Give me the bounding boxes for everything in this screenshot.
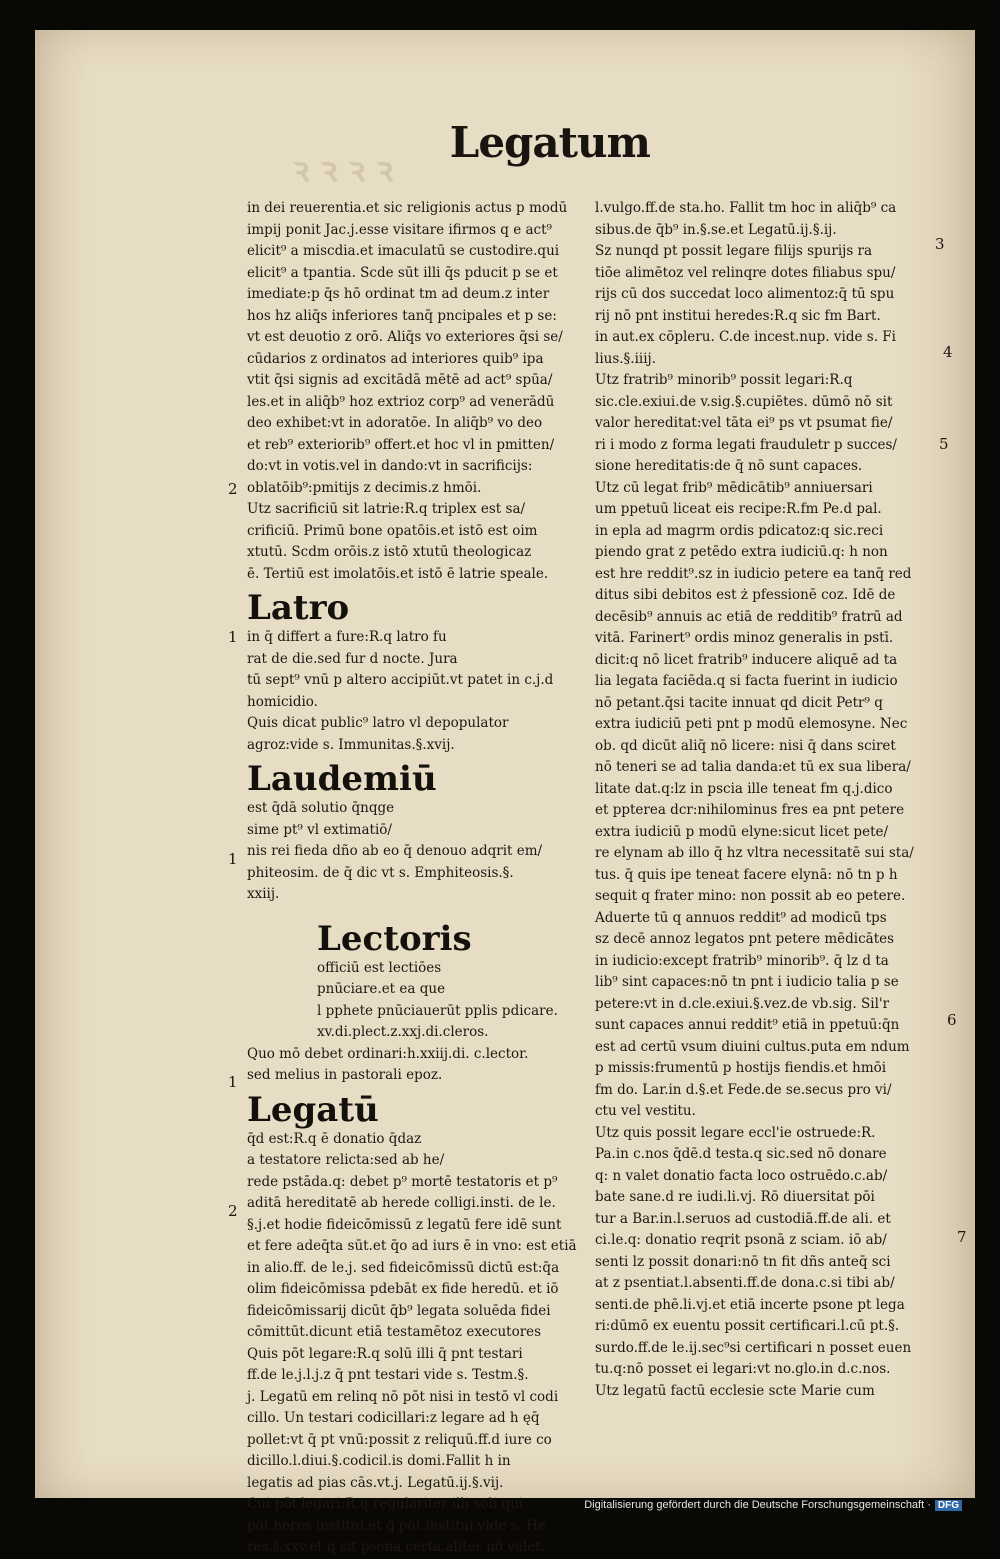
text-line: Sz nunqd pt possit legare filijs spurijs ra	[595, 243, 873, 259]
text-line: Cui pōt legari:R.q regulariter illi soli qui	[247, 1496, 524, 1512]
text-line: nis rei fieda dño ab eo q̄ denouo adqrit em/	[247, 843, 543, 859]
digitization-credit	[584, 1499, 962, 1511]
text-line: hos hz aliq̄s inferiores tanq̄ pncipales et p se:	[247, 307, 557, 324]
text-line: in alio.ff. de le.j. sed fideicōmissū dictū est:q̄a	[247, 1259, 560, 1276]
text-line: rede pstāda.q: debet p⁹ mortē testatoris et p⁹	[247, 1173, 558, 1190]
margin-number: 7	[957, 1228, 967, 1246]
text-line: Quis dicat public⁹ latro vl depopulator	[247, 715, 509, 731]
text-line: crificiū. Primū bone opatōis.et istō est oim	[247, 522, 538, 539]
text-line: ri i modo z forma legati frauduletr p succes/	[595, 436, 897, 453]
legatum-text	[247, 1129, 602, 1344]
text-line: xtutū. Scdm orōis.z istō xtutū theologicaz	[247, 544, 532, 560]
headword-latro: Latro	[247, 588, 350, 628]
text-line: extra iudiciū p modū elyne:sicut licet pete/	[595, 823, 889, 840]
text-line: phiteosim. de q̄ dic vt s. Emphiteosis.§.	[247, 864, 514, 881]
entry-legatum-definition	[247, 1091, 602, 1344]
entry-lectoris	[247, 920, 602, 1044]
text-line: litate dat.q:lz in pscia ille teneat fm q.j.dico	[595, 780, 893, 797]
text-line: a testatore relicta:sed ab he/	[247, 1152, 445, 1168]
margin-number: 1	[228, 850, 238, 868]
dfg-badge: DFG	[935, 1500, 962, 1511]
text-line: piendo grat z petēdo extra iudiciū.q: h non	[595, 544, 888, 560]
text-line: rijs cū dos succedat loco alimentoz:q̄ tū spu	[595, 286, 895, 302]
text-line: nō petant.q̄si tacite innuat qd dicit Petr⁹ q	[595, 694, 883, 711]
text-line: l pphete pnūciauerūt pplis pdicare.	[317, 1002, 558, 1019]
text-line: tū sept⁹ vnū p altero accipiūt.vt patet in c.j.d	[247, 672, 554, 688]
text-line: q̄d est:R.q ē donatio q̄daz	[247, 1130, 422, 1147]
text-line: cillo. Un testari codicillari:z legare ad h ęq̄	[247, 1410, 540, 1426]
margin-number: 2	[228, 480, 238, 498]
text-line: fideicōmissarij dicūt q̄b⁹ legata soluēda fidei	[247, 1302, 551, 1319]
lectoris-subentry	[247, 1044, 602, 1087]
text-line: ff.de le.j.l.j.z q̄ pnt testari vide s. Testm.§.	[247, 1367, 529, 1383]
text-line: fm do. Lar.in d.§.et Fede.de se.secus pro vi/	[595, 1081, 892, 1098]
page-header-title: Legatum	[449, 118, 650, 167]
text-line: imediate:p q̄s hō ordinat tm ad deum.z inter	[247, 286, 550, 302]
lectoris-text	[317, 958, 602, 1044]
latro-subentry	[247, 713, 602, 756]
text-line: ci.le.q: donatio reqrit psonā z sciam. iō ab/	[595, 1232, 887, 1248]
text-line: rij nō pnt institui heredes:R.q sic fm Bart.	[595, 307, 881, 324]
text-line: valor hereditat:vel tāta ei⁹ ps vt psumat fie/	[595, 415, 893, 431]
text-line: sibus.de q̄b⁹ in.§.se.et Legatū.ij.§.ij.	[595, 221, 837, 238]
margin-number: 6	[947, 1011, 957, 1029]
text-line: sic.cle.exiui.de v.sig.§.cupiētes. dūmō nō sit	[595, 393, 893, 410]
text-line: sunt capaces annui reddit⁹ etiā in ppetuū:q̄n	[595, 1017, 900, 1033]
text-line: do:vt in votis.vel in dando:vt in sacrificijs:	[247, 458, 533, 474]
headword-legatum: Legatū	[247, 1089, 379, 1130]
text-line: p missis:frumentū p hostijs fiendis.et hmōi	[595, 1060, 887, 1076]
text-line: impij ponit Jac.j.esse visitare ifirmos q e act⁹	[247, 221, 552, 238]
text-line: les.et in aliq̄b⁹ hoz extrioz corp⁹ ad venerādū	[247, 393, 555, 410]
text-line: in dei reuerentia.et sic religionis actus p modū	[247, 200, 568, 216]
text-line: Pa.in c.nos q̄dē.d testa.q sic.sed nō donare	[595, 1146, 887, 1162]
text-line: sione hereditatis:de q̄ nō sunt capaces.	[595, 458, 863, 474]
text-line: vitā. Farinert⁹ ordis minoz generalis in pstī.	[595, 630, 894, 646]
text-line: pollet:vt q̄ pt vnū:possit z reliquū.ff.d iure co	[247, 1431, 552, 1448]
text-line: sed melius in pastorali epoz.	[247, 1067, 443, 1083]
text-line: lib⁹ sint capaces:nō tn pnt i iudicio talia p se	[595, 974, 899, 990]
text-line: xv.di.plect.z.xxj.di.cleros.	[317, 1024, 489, 1040]
entry-laudemium	[247, 760, 602, 906]
text-line: surdo.ff.de le.ij.sec⁹si certificari n posset euen	[595, 1339, 912, 1356]
text-line: res.§.xxv.et q sit psona certa.aliter nō valet.	[247, 1539, 546, 1555]
text-line: et ppterea dcr:nihilominus fres ea pnt petere	[595, 802, 905, 818]
margin-number: 3	[935, 235, 945, 253]
text-line: legatis ad pias cās.vt.j. Legatū.ij.§.vij.	[247, 1474, 504, 1491]
text-line: sz decē annoz legatos pnt petere mēdicātes	[595, 931, 895, 947]
text-line: in iudicio:except fratrib⁹ minorib⁹. q̄ lz d ta	[595, 952, 889, 969]
text-line: senti lz possit donari:nō tn fit dñs anteq̄ sci	[595, 1253, 891, 1270]
text-line: Utz cū legat frib⁹ mēdicātib⁹ anniuersari	[595, 479, 873, 496]
text-line: in aut.ex cōpleru. C.de incest.nup. vide s. Fi	[595, 329, 896, 345]
right-column	[595, 198, 940, 1402]
text-line: decēsib⁹ annuis ac etiā de redditib⁹ fratrū ad	[595, 608, 903, 625]
text-line: pnūciare.et ea que	[317, 981, 446, 997]
text-line: elicit⁹ a miscdia.et imaculatū se custodire.qui	[247, 243, 560, 259]
laudemium-text	[247, 798, 602, 906]
text-line: lius.§.iiij.	[595, 350, 657, 367]
text-line: senti.de phē.li.vj.et etiā incerte psone pt lega	[595, 1296, 905, 1313]
text-line: extra iudiciū peti pnt p modū elemosyne. Nec	[595, 716, 908, 732]
text-line: olim fideicōmissa pdebāt ex fide heredū. et iō	[247, 1281, 559, 1297]
text-line: bate sane.d re iudi.li.vj. Rō diuersitat pōi	[595, 1189, 875, 1205]
text-line: in q̄ differt a fure:R.q latro fu	[247, 629, 447, 645]
text-line: petere:vt in d.cle.exiui.§.vez.de vb.sig. Sil'r	[595, 995, 890, 1012]
text-line: et reb⁹ exteriorib⁹ offert.et hoc vl in pmitten/	[247, 436, 555, 453]
text-line: dicit:q nō licet fratrib⁹ inducere aliquē ad ta	[595, 651, 898, 668]
text-line: vt est deuotio z orō. Aliq̄s vo exteriores q̄si se/	[247, 329, 563, 345]
text-line: pōt heres institui.et q̄ pōt institui.vide s. He	[247, 1517, 546, 1534]
text-line: deo exhibet:vt in adoratōe. In aliq̄b⁹ vo deo	[247, 415, 543, 431]
text-line: re elynam ab illo q̄ hz vltra necessitatē sui sta/	[595, 845, 914, 861]
text-line: j. Legatū em relinq nō pōt nisi in testō vl codi	[247, 1388, 559, 1405]
text-line: lia legata faciēda.q si facta fuerint in iudicio	[595, 673, 898, 689]
margin-number: 1	[228, 628, 238, 646]
text-line: tus. q̄ quis ipe teneat facere elynā: nō tn p h	[595, 866, 898, 883]
text-line: ob. qd dicūt aliq̄ nō licere: nisi q̄ dans sciret	[595, 737, 896, 754]
text-line: est hre reddit⁹.sz in iudicio petere ea tanq̄ red	[595, 565, 912, 582]
headword-laudemium: Laudemiū	[247, 759, 437, 799]
text-line: cūdarios z ordinatos ad interiores quib⁹ ipa	[247, 350, 544, 367]
margin-number: 4	[943, 343, 953, 361]
margin-number: 2	[228, 1202, 238, 1220]
text-line: in epla ad magrm ordis pdicatoz:q sic.reci	[595, 522, 884, 539]
text-line: officiū est lectiōes	[317, 959, 442, 976]
text-line: Quis pōt legare:R.q solū illi q̄ pnt testari	[247, 1345, 523, 1362]
footer-text: Digitalisierung gefördert durch die Deutsche Forschungsgemeinschaft ·	[584, 1499, 931, 1511]
headword-lectoris: Lectoris	[317, 918, 472, 959]
text-line: sequit q frater mino: non possit ab eo petere.	[595, 888, 906, 904]
bleed-through-text: ꝛ ꝛ ꝛ ꝛ	[293, 150, 393, 190]
text-line: xxiij.	[247, 886, 280, 902]
latro-text	[247, 627, 602, 713]
text-line: est q̄dā solutio q̄nqge	[247, 800, 395, 816]
left-column	[247, 198, 602, 1559]
text-line: tur a Bar.in.l.seruos ad custodiā.ff.de ali. et	[595, 1210, 891, 1227]
text-line: Utz quis possit legare eccl'ie ostruede:R.	[595, 1124, 876, 1141]
text-line: dicillo.l.diui.§.codicil.is domi.Fallit h in	[247, 1453, 511, 1469]
text-line: rat de die.sed fur d nocte. Jura	[247, 650, 458, 667]
text-line: vtit q̄si signis ad excitādā mētē ad act⁹ spūa/	[247, 372, 553, 388]
text-line: agroz:vide s. Immunitas.§.xvij.	[247, 736, 455, 753]
text-line: ē. Tertiū est imolatōis.et istō ē latrie speale.	[247, 565, 549, 582]
text-line: Utz legatū factū ecclesie scte Marie cum	[595, 1382, 875, 1399]
text-line: l.vulgo.ff.de sta.ho. Fallit tm hoc in aliq̄b⁹ ca	[595, 200, 897, 216]
entry-latro	[247, 589, 602, 713]
text-line: et fere adeq̄ta sūt.et q̄o ad iurs ē in vno: est etiā	[247, 1238, 577, 1254]
text-line: Utz fratrib⁹ minorib⁹ possit legari:R.q	[595, 372, 853, 388]
left-column-tail-text	[247, 1344, 602, 1559]
right-column-text	[595, 198, 940, 1402]
text-line: at z psentiat.l.absenti.ff.de dona.c.si tibi ab/	[595, 1275, 895, 1291]
text-line: oblatōib⁹:pmitijs z decimis.z hmōi.	[247, 479, 482, 496]
text-line: ditus sibi debitos est ż pfessionē coz. Idē de	[595, 587, 896, 603]
text-line: Utz sacrificiū sit latrie:R.q triplex est sa/	[247, 501, 526, 517]
text-line: aditā hereditatē ab herede colligi.insti. de le.	[247, 1195, 556, 1211]
text-line: Quo mō debet ordinari:h.xxiij.di. c.lector.	[247, 1045, 529, 1062]
left-column-main-text	[247, 198, 602, 585]
text-line: homicidio.	[247, 693, 318, 710]
text-line: ctu vel vestitu.	[595, 1103, 696, 1119]
text-line: cōmittūt.dicunt etiā testamētoz executores	[247, 1324, 542, 1340]
text-line: §.j.et hodie fideicōmissū z legatū fere idē sunt	[247, 1216, 562, 1233]
text-line: tu.q:nō posset ei legari:vt no.glo.in d.c.nos.	[595, 1361, 891, 1377]
text-line: sime pt⁹ vl extimatiō/	[247, 821, 392, 838]
margin-number: 5	[939, 435, 949, 453]
text-line: est ad certū vsum diuini cultus.puta em ndum	[595, 1038, 910, 1055]
text-line: Aduerte tū q annuos reddit⁹ ad modicū tps	[595, 909, 887, 926]
margin-number: 1	[228, 1073, 238, 1091]
text-line: ri:dūmō ex euentu possit certificari.l.cū pt.§.	[595, 1318, 900, 1334]
text-line: q: n valet donatio facta loco ostruēdo.c.ab/	[595, 1167, 888, 1184]
text-line: nō teneri se ad talia danda:et tū ex sua libera/	[595, 759, 911, 775]
text-line: tiōe alimētoz vel relinqre dotes filiabus spu/	[595, 264, 896, 281]
text-line: elicit⁹ a tpantia. Scde sūt illi q̄s pducit p se et	[247, 264, 558, 281]
text-line: um ppetuū liceat eis recipe:R.fm Pe.d pal.	[595, 501, 882, 517]
